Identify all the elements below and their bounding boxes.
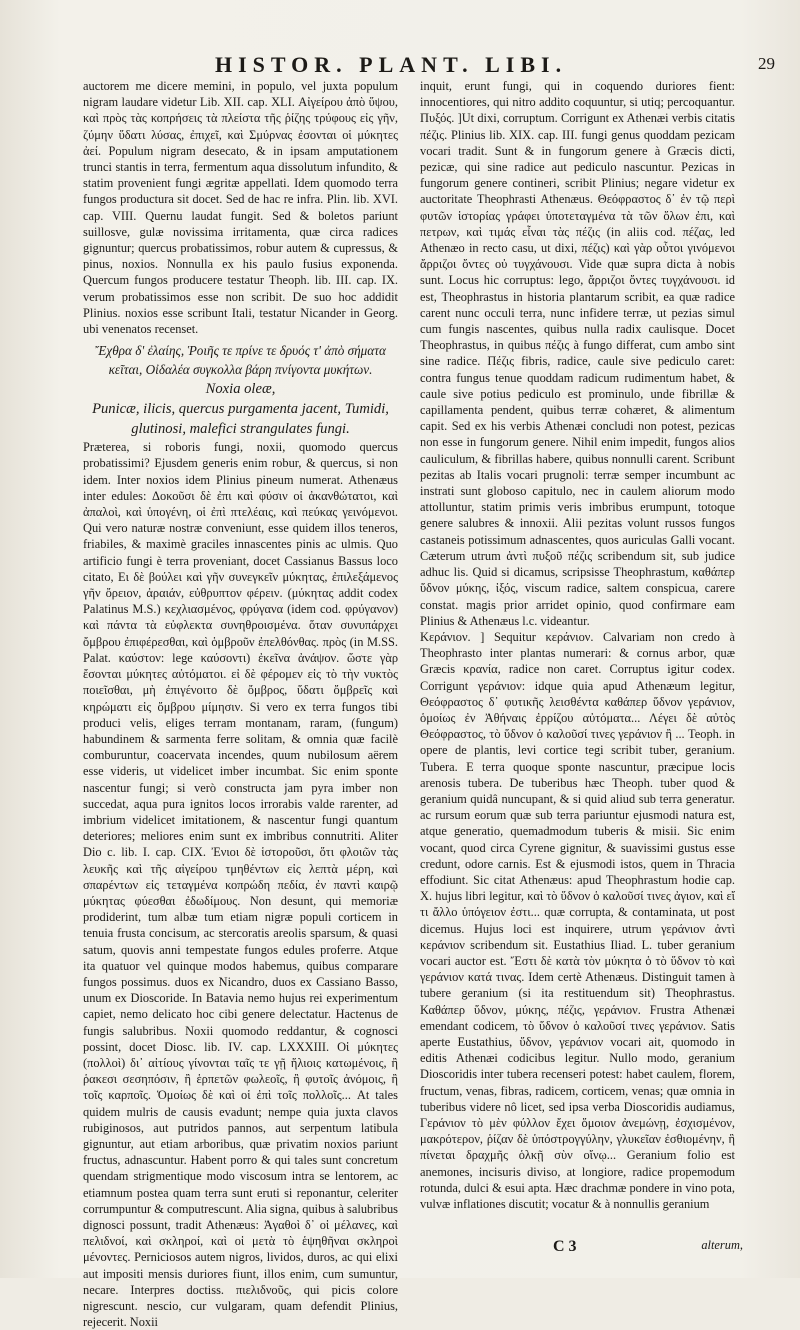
page-footer: [83, 1238, 743, 1260]
latin-verse: Punicæ, ilicis, quercus purgamenta jacent, Tumidi, glutinosi, malefici strangulates fungi.: [92, 401, 389, 438]
right-paragraph-1: inquit, erunt fungi, qui in coquendo duriores fient: innocentiores, qui nitro addito coquuntur, si utiq; percoquantur. Πυξός. ]Ut dixi, corruptum. Corrigunt ex Athenæi verbis citatis πέζις. Plinius lib. XIX. cap. III. fungi genus quoddam pezicam vocari tradit. Sunt & in fungorum genere à Græcis dicti, pezicæ, qui sine radice aut pediculo nascuntur. Pezicas in fungorum genere contineri, scribit Plinius; negare videtur ex auctoritate Theophrasti Athenæus. Θεόφραστος δ᾽ ἐν τῷ περὶ φυτῶν ἱστορίας γράφει ὑποτεταγμένα τὰ τῶν ὅλων ἐπι, καὶ πετρων, καὶ τιμάς εἶναι τὰς πέζις (in aliis cod. πέζας, led Athenæo in recto casu, ut dixi, πέζις) καὶ γὰρ οὗτοι γινόμενοι ἄρριζοι ὄντες οὐ τυγχάνουσι. Vide quæ supra dicta à nobis sunt. Locus hic corruptus: lego, ἄρριζοι ὄντες τυγχάνουσι. id est, Theophrastus in historia plantarum scribit, ea quæ radice carent nunc occuli terra, nunc infidere terræ, ut pezias simul cum fungis nascentes, quibus nulla radix caulisque. Docet Theophrastus, in quibus πέζις à fungo differat, cum ambo sint sine radice. Πέζις fibris, radice, caule sive pediculo caret: contra fungus tenue quoddam radicum rudimentum habet, & caule sive potius pediculo est prominulo, unde fibrillæ & capillamenta pendent, quibus terræ cohæret, & alimentum capit. Sed ex his verbis Athenæi concludi non potest, pezicas non esse in fungorum genere. Nihil enim impedit, fungos alios cauliculum, & fibrillas habere, quibus nonnulli carent. Scribunt pezitas ab Italis vocari prugnoli: terræ semper incumbunt ac instrati sunt globoso capitulo, nec in caulem aliorum modo attolluntur, statim primis veris imbribus erumpunt, totoque genere salubres & innoxii. Alii pezitas volunt russos fungos castaneis potissimum adnascentes, quos auriculas Galli vocant. Cæterum utrum ἀντὶ πυξοῦ πέζις scribendum sit, sub judice adhuc lis. Quid si dicamus, scripsisse Theophrastum, καθάπερ ὕδνον μύκης, ἰξός, viscum radice, saltem conspicua, carere constat. magis prior arridet opinio, quod confirmare eam Plinius & Athenæus l.c. videantur.: [420, 79, 735, 628]
right-paragraph-2: Κεράνιον. ] Sequitur κεράνιον. Calvariam non credo à Theophrasto inter plantas numerari: & cornus arbor, quæ Græcis κρανία, radice non caret. Corruptus igitur codex. Corrigunt γεράνιον: idque quia apud Athenæum legitur, Θεόφραστος δ᾽ φυτικῆς λεισθέντα καθάπερ ὕδνον γεράνιον, ὁμοίως ἐν Ἀθήναις ἐρρίζου αὐτόματα... Λέγει δὲ αὐτὸς Θεόφραστος, τὸ ὕδνον ὁ καλοῦσί τινες γεράνιον ἢ ... Teoph. in opere de plantis, levi cortice tegi scribit tuber, geranium. Tubera. E terra quoque sponte nascuntur, præcipue locis arenosis tubera. De tuberibus hæc Theoph. tuber quod & geranium quidâ nuncupant, & si quid aliud sub terra generatur. ac rursum eorum quæ sub terra pariuntur ejusmodi natura est, atque generatio, quemadmodum tuberis & misii. Sic enim vocant, quod circa Cyrene gignitur, & suavissimi gustus esse credunt, odore carnis. Est & ejusmodi istos, quem in Thracia effodiunt. Sic citat Athenæus: apud Theophrastum hodie cap. X. hujus libri legitur, καὶ τὸ ὕδνον ὁ καλοῦσί τινες ἀγιον, καὶ εἴ τι ἄλλο ὑπόγειον ἐστι... quæ corrupta, & contaminata, ut post dicemus. Hujus loci est inquirere, utrum γεράνιον ἀντὶ κεράνιον scribendum sit. Eustathius Iliad. L. tuber geranium vocari auctor est. Ἔστι δὲ κατὰ τὸν μύκητα ὁ τὸ ὕδνον τὸ καὶ γεράνιον κατά τινας. Idem certè Athenæus. Distinguit tamen à tubere geranium (si ita restituendum sit) Theophrastus. Καθάπερ ὕδνον, μύκης, πέζις, γεράνιον. Frustra Athenæi emendant codicem, τὸ ὕδνον ὁ καλοῦσί τινες γεράνιον. Satis aperte Eustathius, ὕδνον, γεράνιον vocari ait, quomodo in editis Athenæi codicibus legitur. Nullo modo, geranium Dioscoridis inter tubera recenseri potest: habet caulem, florem, fructum, venas, fibras, radicem, corticem, venas; quæ omnia in tuberibus videre nô licet, sed ipsa verba Dioscoridis audiamus, Γεράνιον τὸ μὲν φύλλον ἔχει ὅμοιον ἀνεμώνῃ, ἐσχισμένον, μακρότερον, ῥίζαν δὲ ὑπόστρογγύλην, γλυκεῖαν ἐσθιομένην, ἣ πίνεται δραχμῆς ὁλκῇ σὺν οἴνῳ... Geranium folio est anemones, incisuris diviso, at longiore, radice propemodum rotunda, dulci & esui apta. Hæc drachmæ pondere in vino pota, vulvæ inflationes discutit; vocatur & à nonnullis geranium: [420, 629, 735, 1212]
left-paragraph-2: Præterea, si roboris fungi, noxii, quomodo quercus probatissimi? Ejusdem generis enim robur, & quercus, si non idem. Inter noxios idem Plinius pineum numerat. Athenæus inter edules: Δοκοῦσι δὲ ἐπι καὶ φύσιν οἱ ἀκανθώτατοι, καὶ ἀπαλοὶ, καὶ ὑπογένη, οἱ ἐπὶ πτελέαις, καὶ πεύκας γεινόμενοι. Qui vero naturæ nostræ conveniunt, esse quidem illos teneros, friabiles, & maximè graciles innascentes pinis ac ulmis. Quo artificio fungi è terra proveniant, docet Cassianus Bassus loco citato, Ει δὲ βούλει καὶ γῆν συνεγκεῖν μύκητας, ἐπιλεξάμενος γῆν ὄρειον, ἀραιάν, εὐθρυπτον φέρειν. (μύκητας addit codex Palatinus M.S.) κεχλιασμένος, φρύγανα (idem cod. φρύγανον) καὶ πάντα τὰ εὐφλεκτα συνηθροισμένα. ὅταν συνυπάρχει ὄμβρου ἐπιφέρεσθαι, καὶ ὁμβροῦν ἐπελθόνθας. πρὸς (in M.SS. Palat. καύστον: lege καύσοντι) ἐκεῖνα ἀνάψον. ὥστε γὰρ ἔσονται μύκητες αὐτόματοι. εἰ δὲ φέρομεν εἰς τὸ τὴν νυκτὸς ποιεῖσθαι, μὴ ἐπιγένοιτο δὲ ὄμβρος, ὕδατι ὄμβρεῖς καὶ κηρώματι εἰς ὄμβρου μίμησιν. Si vero ex terra fungos tibi produci velis, eliges terram montanam, raram, (fungum) habundinem & sarmenta ferre solitam, & omnia quæ facilè comburuntur, coacervata incendes, quum nubilosum aërem esse videris, ut videlicet imber incumbat. Sic enim sponte nascentur fungi; si verò constructa jam pyra imber non succedat, aqua pura ignitos locos irrorabis valde rarenter, ad imbrium videlicet imitationem, & nascentur fungi quantum deteriores; meliores enim sunt ex imbribus connutriti. Aliter Dio c. lib. I. cap. CIX. Ἐνιοι δὲ ἱστοροῦσι, ὅτι φλοιῶν τὰς λευκῆς καὶ τῆς αἰγείρου τμηθέντων εἰς λεπτὰ μέρη, καὶ σπαρέντων εἰς τεταγμένα κοπρώδη πεδία, ἐν παντὶ καιρῷ μύκητας φύεσθαι ἐδωδίμους. Non desunt, qui memoriæ prodiderint, tum albæ tum etiam nigræ populi corticem in tenuia frusta concisum, ac stercoratis areolis sparsum, & quasi satum, quovis anni tempestate fungos edules proferre. Atque ita quatuor vel quinque modos habemus, quibus comparare fungos possimus. duos ex Nicandro, duos ex Cassiano Basso, unum ex Dioscoride. In Batavia nemo hujus rei experimentum capiet, nemo delicato hoc cibi genere delectatur. Hactenus de fungis salubribus. Noxii quomodo reddantur, & cognosci possint, docet Diosc. lib. IV. cap. LXXXIII. Οἱ μύκητες (πολλοὶ) δι᾽ αἰτίους γίνονται ταῖς τε γῇ ἥλιοις κατωμένοις, ἢ ῥακεσι σεσηπόσιν, ἢ ἑρπετῶν φωλεοῖς, ἢ φυτοῖς ἀνόμοις, ἢ τοῖς καρποῖς. Ὁμοίως δὲ καὶ οἱ ἐπὶ τοῖς πολλοῖς... At tales quidem mulris de causis evadunt; nempe quia juxta clavos rubiginosos, aut putridos pannos, aut serpentum latibula gignuntur, aut etiam arboribus, quæ privatim noxios pariunt fructus, adnascuntur. Habent porro & qui tales sunt concretum quendam strigmentique modo viscosum intra se lentorem, ac etiamnum postea quam terra sunt eruti si reponantur, celeriter corrumpuntur & computrescunt. Alia signa, quibus à salubribus dignosci possunt, tradit Athenæus: Ἀγαθοὶ δ᾽ οἱ μέλανες, καὶ πελιδνοί, καὶ σκληροί, καὶ οἱ μετὰ τὸ ἑψηθῆναι σκληροὶ μένοντες. Perniciosos autem nigros, lividos, duros, ac qui elixi aut impositi mensis duriores fiunt, illos enim, cum sumuntur, necare. Interpres doctiss. πιελιδνοῦς, qui picis colore nigrescunt. nescio, cur vulgaram, quam defendit Plinius, rejecerit. Noxii: [83, 440, 398, 1330]
left-column: [83, 78, 398, 1330]
running-head: HISTOR. PLANT. LIBI.: [215, 52, 568, 77]
right-column: [420, 78, 735, 1238]
catchword: alterum,: [701, 1238, 743, 1252]
signature-mark: C 3: [553, 1238, 577, 1255]
verse-heading: Noxia oleæ,: [205, 381, 276, 398]
page-number: 29: [758, 54, 775, 73]
left-paragraph-1: auctorem me dicere memini, in populo, vel juxta populum nigram laudare videtur Lib. XII. cap. XLI. Αἰγείρου ἀπὸ ὕψου, καὶ πρὸς τὰς κοπρήσεις τὰ πλείστα τῆς ῥίζης τρύφους εἰς γῆν, ζύμην ὕδατι λύσας, ἐπιχεῖ, καὶ Σμύρνας ἐσονται οἱ μύκητες ἀεί. Populum nigram desecato, & in ipsam amputationem trunci stantis in terra, fermentum aqua dissolutum infundito, & statim provenient fungi ægritæ appellati. Idem quomodo terra fungos productura sit docet. Sed de hac re infra. Plin. lib. XVI. cap. VIII. Quernu laudat fungit. Sed & boletos pariunt suillosve, gulæ novissima irritamenta, quæ circa radices gignuntur; quercus probatissimos, robur autem & cupressus, & pinus, noxios. Nonnulla ex his paulo fusius exponenda. Quercum fungos producere testatur Theoph. lib. III. cap. IX. verum probatissimos esse non scribit. De suo hoc addidit Plinius. noxios esse scribunt Itali, testatur Nicander in Georg. ubi venenatos recenset.: [83, 79, 398, 337]
greek-verse: Ἔχθρα δ' ἐλαίης, Ῥοιῆς τε πρίνε τε δρυός τ' ἀπὸ σήματα κεῖται, Οἰδαλέα συγκολλα βάρη πνίγοντα μυκήτων.: [95, 343, 386, 378]
